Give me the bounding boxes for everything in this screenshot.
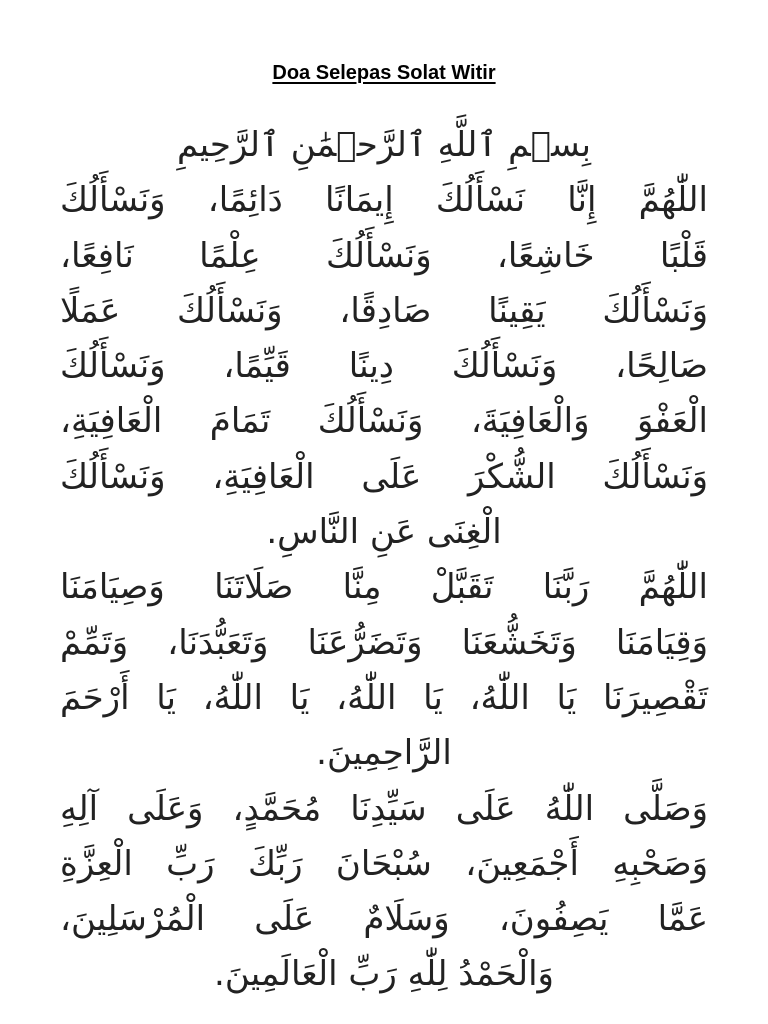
prayer-text <box>60 118 708 1003</box>
verse-line: وَنَسْأَلُكَ يَقِينًا صَادِقًا، وَنَسْأَلُكَ عَمَلًا <box>60 290 708 331</box>
verse-line: قَلْبًا خَاشِعًا، وَنَسْأَلُكَ عِلْمًا نَافِعًا، <box>60 235 708 276</box>
verse-line: اللّٰهُمَّ رَبَّنَا تَقَبَّلْ مِنَّا صَلَاتَنَا وَصِيَامَنَا <box>60 567 708 608</box>
verse-line: وَقِيَامَنَا وَتَخَشُّعَنَا وَتَضَرُّعَنَا وَتَعَبُّدَنَا، وَتَمِّمْ <box>60 622 708 663</box>
verse-line: تَقْصِيرَنَا يَا اللّٰهُ، يَا اللّٰهُ، يَا اللّٰهُ، يَا أَرْحَمَ <box>60 677 708 718</box>
verse-line: الرَّاحِمِينَ. <box>316 733 452 774</box>
verse-line: الْعَفْوَ وَالْعَافِيَةَ، وَنَسْأَلُكَ تَمَامَ الْعَافِيَةِ، <box>60 401 708 442</box>
document-title: Doa Selepas Solat Witir <box>272 62 496 84</box>
verse-line: وَصَلَّى اللّٰهُ عَلَى سَيِّدِنَا مُحَمَّدٍ، وَعَلَى آلِهِ <box>60 788 708 829</box>
verse-line: عَمَّا يَصِفُونَ، وَسَلَامٌ عَلَى الْمُرْسَلِينَ، <box>60 899 708 940</box>
verse-line: صَالِحًا، وَنَسْأَلُكَ دِينًا قَيِّمًا، وَنَسْأَلُكَ <box>60 346 708 387</box>
verse-line: وَصَحْبِهِ أَجْمَعِينَ، سُبْحَانَ رَبِّكَ رَبِّ الْعِزَّةِ <box>60 843 708 884</box>
verse-line: وَنَسْأَلُكَ الشُّكْرَ عَلَى الْعَافِيَةِ، وَنَسْأَلُكَ <box>60 456 708 497</box>
verse-line: وَالْحَمْدُ لِلّٰهِ رَبِّ الْعَالَمِينَ. <box>214 954 554 995</box>
verse-line: الْغِنَى عَنِ النَّاسِ. <box>266 512 502 553</box>
verse-line: اللّٰهُمَّ إِنَّا نَسْأَلُكَ إِيمَانًا دَائِمًا، وَنَسْأَلُكَ <box>60 180 708 221</box>
verse-line-basmala: بِسۡمِ ٱللَّهِ ٱلرَّحۡمَٰنِ ٱلرَّحِيمِ <box>177 125 591 165</box>
